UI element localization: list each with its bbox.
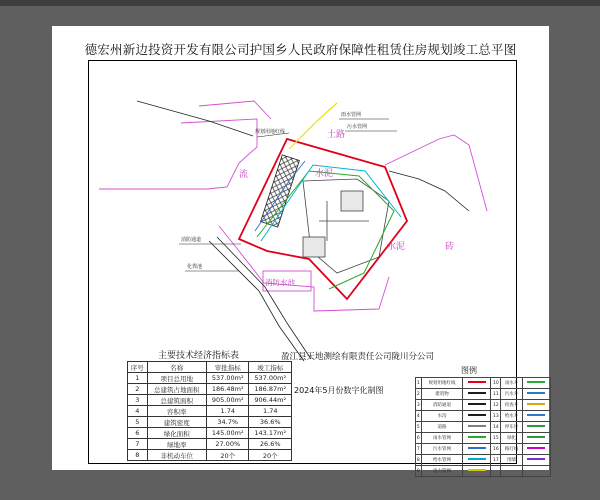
legend-symbol (527, 447, 545, 449)
cell: 非机动车位 (147, 450, 206, 461)
cell: 905.00m² (207, 395, 249, 406)
table-row (128, 450, 292, 461)
label-fire-pool: 消防水池 (265, 278, 295, 287)
legend-swatch (522, 400, 550, 411)
cell: 6 (128, 428, 148, 439)
legend-swatch (522, 389, 550, 400)
cell: 建筑密度 (147, 417, 206, 428)
legend-symbol (527, 392, 545, 394)
legend-swatch (522, 411, 550, 422)
cell: 5 (128, 417, 148, 428)
cell: 7 (128, 439, 148, 450)
legend-label: 污水井 (501, 389, 522, 400)
cell: 2 (128, 384, 148, 395)
table-row (128, 417, 292, 428)
legend-label: 水沟 (421, 411, 462, 422)
legend-swatch (522, 455, 550, 466)
cell: 27.00% (207, 439, 249, 450)
road-south-edge-2 (217, 237, 311, 359)
legend-row (416, 433, 551, 444)
legend-symbol (468, 392, 486, 394)
roads (137, 101, 469, 361)
legend-no: 15 (491, 433, 501, 444)
legend-swatch (463, 444, 491, 455)
legend-label: 给水管网 (421, 455, 462, 466)
legend-row (416, 411, 551, 422)
legend-swatch (522, 466, 550, 477)
legend-no: 1 (416, 378, 422, 389)
legend-swatch (463, 422, 491, 433)
legend-swatch (463, 466, 491, 477)
legend-no: 14 (491, 422, 501, 433)
legend-row (416, 378, 551, 389)
drawing-date: 2024年5月份数字化制图 (294, 386, 384, 395)
legend-symbol (527, 458, 545, 460)
table-row (128, 384, 292, 395)
legend-label: 围墙 (501, 455, 522, 466)
cell: 537.00m² (249, 373, 292, 384)
legend-symbol (468, 425, 486, 427)
label-land-d: 水泥 (387, 242, 406, 252)
legend-no: 2 (416, 389, 422, 400)
indicators-header-no: 序号 (128, 362, 148, 373)
drawing-title: 德宏州新边投资开发有限公司护国乡人民政府保障性租赁住房规划竣工总平图 (84, 42, 517, 57)
cell: 项目总用地 (147, 373, 206, 384)
legend-swatch (463, 455, 491, 466)
cell: 绿地率 (147, 439, 206, 450)
legend-no: 9 (416, 466, 422, 477)
cell: 20个 (207, 450, 249, 461)
power-line (289, 103, 337, 149)
indicators-header-approved: 审批指标 (207, 362, 249, 373)
label-land-e: 砖 (445, 242, 455, 252)
label-land-a: 流 (239, 170, 249, 180)
legend-swatch (522, 378, 550, 389)
legend-no: 13 (491, 411, 501, 422)
legend-symbol (468, 458, 486, 460)
indicators-table (127, 361, 292, 461)
legend-swatch (463, 400, 491, 411)
legend-no: 7 (416, 444, 422, 455)
cell: 36.6% (249, 417, 292, 428)
callout-red-line: 规划用地红线 (255, 129, 286, 135)
legend-no: 8 (416, 455, 422, 466)
cell: 537.00m² (207, 373, 249, 384)
legend-table (415, 377, 551, 477)
cell: 26.6% (249, 439, 292, 450)
legend-symbol (468, 436, 486, 438)
legend-swatch (522, 422, 550, 433)
legend-symbol (527, 436, 545, 438)
legend-label: 建筑物 (421, 389, 462, 400)
surveyor-company: 盈江县天地测绘有限责任公司陇川分公司 (281, 352, 435, 362)
cell: 34.7% (207, 417, 249, 428)
table-row (128, 395, 292, 406)
legend-no: 16 (491, 444, 501, 455)
indicators-title: 主要技术经济指标表 (158, 351, 240, 361)
callout-sewer-network: 污水管网 (347, 124, 368, 130)
legend-label: 消防通道 (421, 400, 462, 411)
legend-label: 雨水管网 (421, 433, 462, 444)
table-row (128, 439, 292, 450)
legend-swatch (463, 389, 491, 400)
viewer-top-bar (0, 0, 600, 6)
legend-swatch (463, 378, 491, 389)
legend-row (416, 455, 551, 466)
table-row (128, 428, 292, 439)
legend-label: 规划用地红线 (421, 378, 462, 389)
neighbor-parcel-north (199, 101, 271, 119)
legend-title: 图例 (461, 366, 477, 375)
legend-label: 道路 (421, 422, 462, 433)
cell: 1 (128, 373, 148, 384)
road-north-edge (137, 101, 253, 136)
legend-swatch (522, 433, 550, 444)
legend-swatch (463, 411, 491, 422)
label-land-b: 水泥 (315, 169, 334, 179)
table-row (128, 406, 292, 417)
cell: 4 (128, 406, 148, 417)
cell: 8 (128, 450, 148, 461)
legend-symbol (468, 403, 486, 405)
legend-symbol (527, 425, 545, 427)
legend-no: 6 (416, 433, 422, 444)
legend-symbol (468, 381, 486, 383)
cell: 总建筑面积 (147, 395, 206, 406)
cell: 1.74 (249, 406, 292, 417)
legend-label: 污水管网 (421, 444, 462, 455)
legend-row (416, 466, 551, 477)
drawing-sheet (52, 26, 549, 474)
legend-no: 4 (416, 411, 422, 422)
drawing-frame (88, 60, 519, 474)
neighbor-parcel-east (385, 135, 487, 211)
stair-block-south (303, 237, 325, 257)
legend-no: 3 (416, 400, 422, 411)
legend-symbol (468, 469, 486, 471)
legend-symbol (527, 414, 545, 416)
cell: 容积率 (147, 406, 206, 417)
legend-label: 路灯线 (501, 444, 522, 455)
cell: 186.87m² (249, 384, 292, 395)
legend-label: 给水井 (501, 411, 522, 422)
legend-label: 电力管网 (421, 466, 462, 477)
legend-no: 12 (491, 400, 501, 411)
cell: 145.00m² (207, 428, 249, 439)
label-land-c: 土路 (327, 130, 346, 140)
legend-symbol (468, 414, 486, 416)
legend-symbol (527, 381, 545, 383)
indicators-header-name: 名称 (147, 362, 206, 373)
legend-no (491, 466, 501, 477)
indicators-header-row (128, 362, 292, 373)
legend-no: 17 (491, 455, 501, 466)
legend-label: 雨水井 (501, 378, 522, 389)
indicators-header-completed: 竣工指标 (249, 362, 292, 373)
legend-label (501, 466, 522, 477)
legend-row (416, 422, 551, 433)
legend-swatch (522, 444, 550, 455)
callout-septic-tank: 化粪池 (187, 264, 203, 270)
stair-block-north (341, 191, 363, 211)
cell: 20个 (249, 450, 292, 461)
legend-symbol (468, 447, 486, 449)
cell: 186.48m² (207, 384, 249, 395)
legend-no: 11 (491, 389, 501, 400)
callout-fire-lane: 消防通道 (181, 237, 202, 243)
cell: 1.74 (207, 406, 249, 417)
legend-no: 5 (416, 422, 422, 433)
legend-row (416, 400, 551, 411)
cell: 3 (128, 395, 148, 406)
cell: 906.44m² (249, 395, 292, 406)
legend-label: 检查井 (501, 400, 522, 411)
cell: 总建筑占地面积 (147, 384, 206, 395)
road-south-edge (209, 241, 304, 361)
legend-label: 停车位 (501, 422, 522, 433)
legend-no: 10 (491, 378, 501, 389)
cell: 143.17m² (249, 428, 292, 439)
legend-row (416, 444, 551, 455)
legend-label: 绿化 (501, 433, 522, 444)
legend-row (416, 389, 551, 400)
table-row (128, 373, 292, 384)
callout-rain-network: 雨水管网 (341, 112, 362, 118)
legend-symbol (527, 403, 545, 405)
legend-swatch (463, 433, 491, 444)
cell: 绿化面积 (147, 428, 206, 439)
